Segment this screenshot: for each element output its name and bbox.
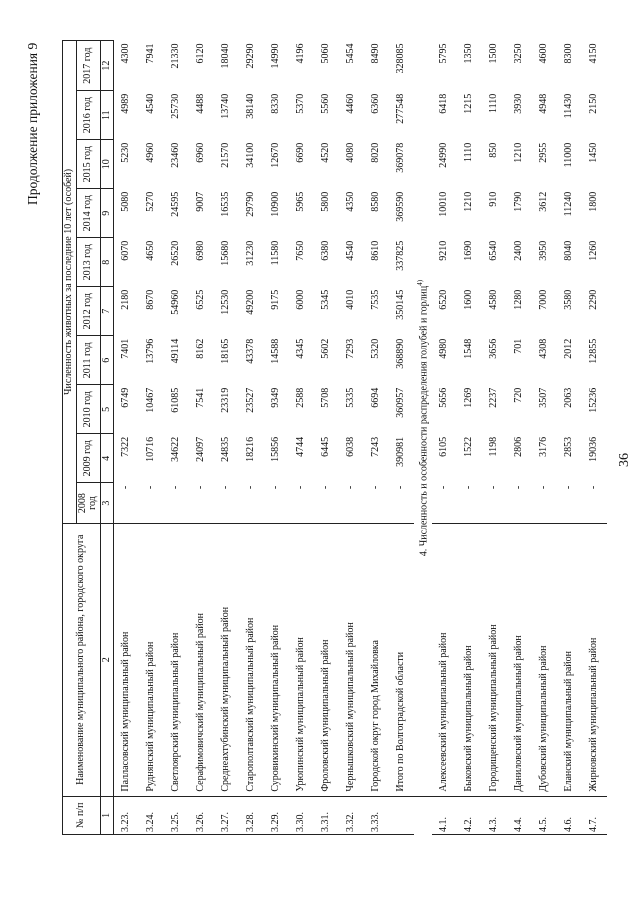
row-value: - (538, 485, 550, 490)
row-number (389, 796, 414, 834)
row-value: 5454 (345, 43, 357, 64)
row-value: 720 (513, 387, 525, 403)
animal-count-table (62, 40, 607, 835)
row-value: 29790 (245, 191, 257, 217)
row-number: 3.25. (164, 796, 189, 834)
row-value: 3656 (488, 338, 500, 359)
row-value: 4989 (120, 93, 132, 114)
row-value: 4744 (295, 436, 307, 457)
row-value: 1500 (488, 43, 500, 64)
row-number: 3.26. (189, 796, 214, 834)
row-value: 19036 (588, 436, 600, 462)
header-index-cell: 6 (100, 336, 114, 385)
row-value: 3507 (538, 387, 550, 408)
header-year: 2014 год (76, 189, 100, 238)
row-value: 7541 (195, 387, 207, 408)
row-value: 1210 (513, 142, 525, 163)
table-row (457, 41, 482, 835)
row-value: 4540 (145, 93, 157, 114)
row-value: 6690 (295, 142, 307, 163)
row-value: 2400 (513, 240, 525, 261)
row-value: 4010 (345, 289, 357, 310)
row-name: Палласовский муниципальный район (114, 523, 140, 796)
row-value: 5080 (120, 191, 132, 212)
row-value: 1198 (488, 436, 500, 457)
row-value: 4080 (345, 142, 357, 163)
row-value: 13740 (220, 93, 232, 119)
row-name: Фроловский муниципальный район (314, 523, 339, 796)
row-value: - (370, 485, 382, 490)
table-row (239, 41, 264, 835)
row-value: 24595 (170, 191, 182, 217)
row-value: 4300 (120, 43, 132, 64)
row-number: 3.23. (114, 796, 140, 834)
row-name: Чернышковский муниципальный район (339, 523, 364, 796)
row-name: Среднеахтубинский муниципальный район (214, 523, 239, 796)
row-value: 3930 (513, 93, 525, 114)
row-number: 3.33. (364, 796, 389, 834)
row-value: 2012 (563, 338, 575, 359)
row-value: - (395, 485, 407, 490)
row-number: 3.32. (339, 796, 364, 834)
header-index-cell: 7 (100, 287, 114, 336)
row-value: 29290 (245, 43, 257, 69)
row-value: 390981 (395, 436, 407, 467)
row-value: 4196 (295, 43, 307, 64)
row-value: 4948 (538, 93, 550, 114)
row-value: 5230 (120, 142, 132, 163)
row-value: 5656 (438, 387, 450, 408)
row-value: 4150 (588, 43, 600, 64)
row-value: 26520 (170, 240, 182, 266)
header-index-cell: 11 (100, 91, 114, 140)
table-row (339, 41, 364, 835)
row-value: 1522 (463, 436, 475, 457)
header-index-cell: 10 (100, 140, 114, 189)
row-value: 5800 (320, 191, 332, 212)
row-name: Еланский муниципальный район (557, 523, 582, 796)
table-row (164, 41, 189, 835)
row-value: 5560 (320, 93, 332, 114)
row-value: 8580 (370, 191, 382, 212)
table-row (389, 41, 414, 835)
row-value: 2853 (563, 436, 575, 457)
row-name: Городской округ город Михайловка (364, 523, 389, 796)
header-index-cell: 2 (100, 523, 114, 796)
row-value: 2150 (588, 93, 600, 114)
table-body (114, 41, 608, 835)
row-value: 1110 (463, 142, 475, 162)
row-value: 2290 (588, 289, 600, 310)
row-value: 368890 (395, 338, 407, 369)
row-value: 1215 (463, 93, 475, 114)
row-value: 38140 (245, 93, 257, 119)
row-value: 2180 (120, 289, 132, 310)
row-value: 277548 (395, 93, 407, 124)
continuation-note: Продолжение приложения 9 (25, 42, 40, 205)
row-name: Серафимовичский муниципальный район (189, 523, 214, 796)
row-value: 9007 (195, 191, 207, 212)
row-value: 6445 (320, 436, 332, 457)
row-value: 1269 (463, 387, 475, 408)
table-header (63, 41, 114, 835)
table-row (582, 41, 607, 835)
row-value: 24097 (195, 436, 207, 462)
row-value: 18040 (220, 43, 232, 69)
row-value: - (513, 485, 525, 490)
row-value: 3250 (513, 43, 525, 64)
row-value: 7941 (145, 43, 157, 64)
section-title-text: 4. Численность и особенности распределения голубей и горлиц (417, 285, 429, 557)
row-value: 1280 (513, 289, 525, 310)
row-value: 8040 (563, 240, 575, 261)
row-value: 5270 (145, 191, 157, 212)
header-year: 2009 год (76, 434, 100, 483)
row-number: 3.27. (214, 796, 239, 834)
row-name: Алексеевский муниципальный район (432, 523, 457, 796)
row-value: 34622 (170, 436, 182, 462)
row-value: 21330 (170, 43, 182, 69)
row-value: 9175 (270, 289, 282, 310)
row-value: 61085 (170, 387, 182, 413)
row-value: - (563, 485, 575, 490)
row-value: 6980 (195, 240, 207, 261)
header-year: 2013 год (76, 238, 100, 287)
row-name: Дубовский муниципальный район (532, 523, 557, 796)
row-value: - (588, 485, 600, 490)
row-value: 15236 (588, 387, 600, 413)
table-row (482, 41, 507, 835)
header-index-cell: 9 (100, 189, 114, 238)
row-number: 3.24. (139, 796, 164, 834)
row-value: 1790 (513, 191, 525, 212)
row-number: 3.31. (314, 796, 339, 834)
row-value: 23527 (245, 387, 257, 413)
row-value: 3612 (538, 191, 550, 212)
row-number: 3.28. (239, 796, 264, 834)
row-value: 8300 (563, 43, 575, 64)
row-number: 4.7. (582, 796, 607, 834)
row-name: Городищенский муниципальный район (482, 523, 507, 796)
row-value: 6418 (438, 93, 450, 114)
row-value: 9349 (270, 387, 282, 408)
row-value: 337825 (395, 240, 407, 271)
row-value: 4580 (488, 289, 500, 310)
row-value: 23319 (220, 387, 232, 413)
row-value: 6520 (438, 289, 450, 310)
row-value: 4980 (438, 338, 450, 359)
row-value: 2237 (488, 387, 500, 408)
row-value: 25730 (170, 93, 182, 119)
row-value: 12855 (588, 338, 600, 364)
row-name: Жирновский муниципальный район (582, 523, 607, 796)
row-value: 18165 (220, 338, 232, 364)
row-value: 11580 (270, 240, 282, 266)
table-row (314, 41, 339, 835)
row-number: 4.6. (557, 796, 582, 834)
table-row (432, 41, 457, 835)
header-index-cell: 1 (100, 796, 114, 834)
row-value: - (295, 485, 307, 490)
row-value: 14588 (270, 338, 282, 364)
row-value: 6000 (295, 289, 307, 310)
row-value: 5060 (320, 43, 332, 64)
row-value: 360957 (395, 387, 407, 418)
row-value: 6070 (120, 240, 132, 261)
row-value: 10010 (438, 191, 450, 217)
table-row (264, 41, 289, 835)
header-index-cell: 8 (100, 238, 114, 287)
row-value: 49114 (170, 338, 182, 364)
table-row (139, 41, 164, 835)
row-value: 43378 (245, 338, 257, 364)
row-name: Светлоярский муниципальный район (164, 523, 189, 796)
row-value: 34100 (245, 142, 257, 168)
row-value: 2063 (563, 387, 575, 408)
row-name: Даниловский муниципальный район (507, 523, 532, 796)
row-value: 2806 (513, 436, 525, 457)
table-row (507, 41, 532, 835)
row-value: 12530 (220, 289, 232, 315)
row-value: 6038 (345, 436, 357, 457)
row-value: 7000 (538, 289, 550, 310)
row-value: 6360 (370, 93, 382, 114)
row-value: 7322 (120, 436, 132, 457)
row-value: 31230 (245, 240, 257, 266)
row-value: 54960 (170, 289, 182, 315)
header-year: 2017 год (76, 41, 100, 91)
row-value: 10467 (145, 387, 157, 413)
row-value: 4650 (145, 240, 157, 261)
row-value: 369590 (395, 191, 407, 222)
row-value: - (488, 485, 500, 490)
row-value: 5965 (295, 191, 307, 212)
header-name: Наименование муниципального района, городского округа (63, 523, 101, 796)
row-value: 11240 (563, 191, 575, 217)
row-value: - (145, 485, 157, 490)
row-value: 1210 (463, 191, 475, 212)
row-value: 11430 (563, 93, 575, 119)
row-name: Руднянский муниципальный район (139, 523, 164, 796)
table-row (214, 41, 239, 835)
row-value: 910 (488, 191, 500, 207)
row-value: 9210 (438, 240, 450, 261)
row-number: 4.3. (482, 796, 507, 834)
header-index-cell: 4 (100, 434, 114, 483)
section-spacer (414, 796, 432, 834)
header-year: 2016 год (76, 91, 100, 140)
row-value: 369078 (395, 142, 407, 173)
row-value: 5795 (438, 43, 450, 64)
row-value: 24835 (220, 436, 232, 462)
row-name: Старополтавский муниципальный район (239, 523, 264, 796)
header-year: 2010 год (76, 385, 100, 434)
table-row (557, 41, 582, 835)
page-number: 36 (617, 453, 632, 467)
row-value: 350145 (395, 289, 407, 320)
row-value: 8020 (370, 142, 382, 163)
row-value: 24990 (438, 142, 450, 168)
header-group: Численность животных за последние 10 лет (особей) (63, 41, 77, 524)
row-value: 6380 (320, 240, 332, 261)
row-value: - (463, 485, 475, 490)
row-value: 5370 (295, 93, 307, 114)
row-value: 4520 (320, 142, 332, 163)
row-value: 5335 (345, 387, 357, 408)
section-title (414, 41, 432, 797)
row-value: 23460 (170, 142, 182, 168)
table-row (189, 41, 214, 835)
row-name: Быковский муниципальный район (457, 523, 482, 796)
header-year: 2008 год (76, 483, 100, 523)
header-index-cell: 5 (100, 385, 114, 434)
table-row (532, 41, 557, 835)
row-value: 7401 (120, 338, 132, 359)
row-value: 4460 (345, 93, 357, 114)
row-value: 850 (488, 142, 500, 158)
row-value: 8610 (370, 240, 382, 261)
row-number: 3.30. (289, 796, 314, 834)
row-value: 14990 (270, 43, 282, 69)
row-name: Итого по Волгоградской области (389, 523, 414, 796)
row-value: 49200 (245, 289, 257, 315)
row-value: - (170, 485, 182, 490)
row-value: 5602 (320, 338, 332, 359)
row-value: - (438, 485, 450, 490)
row-value: 7293 (345, 338, 357, 359)
row-value: 5708 (320, 387, 332, 408)
row-value: 15680 (220, 240, 232, 266)
row-value: - (220, 485, 232, 490)
row-name: Суровикинский муниципальный район (264, 523, 289, 796)
row-value: 8162 (195, 338, 207, 359)
table-row (289, 41, 314, 835)
row-number: 4.1. (432, 796, 457, 834)
row-number: 3.29. (264, 796, 289, 834)
row-value: 3950 (538, 240, 550, 261)
row-value: 13796 (145, 338, 157, 364)
row-value: 1800 (588, 191, 600, 212)
header-year: 2015 год (76, 140, 100, 189)
row-value: - (195, 485, 207, 490)
row-value: 4345 (295, 338, 307, 359)
row-value: 3580 (563, 289, 575, 310)
header-index (100, 41, 114, 835)
row-value: 6749 (120, 387, 132, 408)
row-value: - (245, 485, 257, 490)
header-year: 2011 год (76, 336, 100, 385)
row-value: 4540 (345, 240, 357, 261)
row-value: 10900 (270, 191, 282, 217)
row-value: 16535 (220, 191, 232, 217)
row-value: 7243 (370, 436, 382, 457)
row-value: - (320, 485, 332, 490)
row-value: 4960 (145, 142, 157, 163)
row-value: 1110 (488, 93, 500, 113)
row-value: 8670 (145, 289, 157, 310)
row-value: 7650 (295, 240, 307, 261)
row-value: 1260 (588, 240, 600, 261)
row-value: 6525 (195, 289, 207, 310)
row-number: 4.2. (457, 796, 482, 834)
row-value: 4350 (345, 191, 357, 212)
row-value: 4488 (195, 93, 207, 114)
row-value: 11000 (563, 142, 575, 168)
row-value: - (270, 485, 282, 490)
row-value: 4600 (538, 43, 550, 64)
row-value: 1600 (463, 289, 475, 310)
row-value: 6960 (195, 142, 207, 163)
row-value: 15856 (270, 436, 282, 462)
row-value: 2588 (295, 387, 307, 408)
header-index-cell: 12 (100, 41, 114, 91)
row-value: 328085 (395, 43, 407, 74)
row-number: 4.5. (532, 796, 557, 834)
row-value: 8490 (370, 43, 382, 64)
row-value: 6540 (488, 240, 500, 261)
row-value: 18216 (245, 436, 257, 462)
row-value: 21570 (220, 142, 232, 168)
row-value: 5320 (370, 338, 382, 359)
row-number: 4.4. (507, 796, 532, 834)
table-row (364, 41, 389, 835)
header-index-cell: 3 (100, 483, 114, 523)
row-value: - (345, 485, 357, 490)
header-year: 2012 год (76, 287, 100, 336)
row-value: 12670 (270, 142, 282, 168)
row-value: 5345 (320, 289, 332, 310)
row-value: - (120, 485, 132, 490)
row-value: 8330 (270, 93, 282, 114)
row-value: 6120 (195, 43, 207, 64)
section-footnote-mark: 4) (415, 279, 424, 286)
row-value: 1548 (463, 338, 475, 359)
row-value: 1690 (463, 240, 475, 261)
row-value: 3176 (538, 436, 550, 457)
row-value: 6105 (438, 436, 450, 457)
row-value: 10716 (145, 436, 157, 462)
row-value: 7535 (370, 289, 382, 310)
row-value: 2955 (538, 142, 550, 163)
row-value: 1450 (588, 142, 600, 163)
row-value: 701 (513, 338, 525, 354)
table-row (114, 41, 140, 835)
row-value: 6694 (370, 387, 382, 408)
row-value: 4308 (538, 338, 550, 359)
header-num: № п/п (63, 796, 101, 834)
section-row (414, 41, 432, 835)
row-value: 1350 (463, 43, 475, 64)
row-name: Урюпинский муниципальный район (289, 523, 314, 796)
